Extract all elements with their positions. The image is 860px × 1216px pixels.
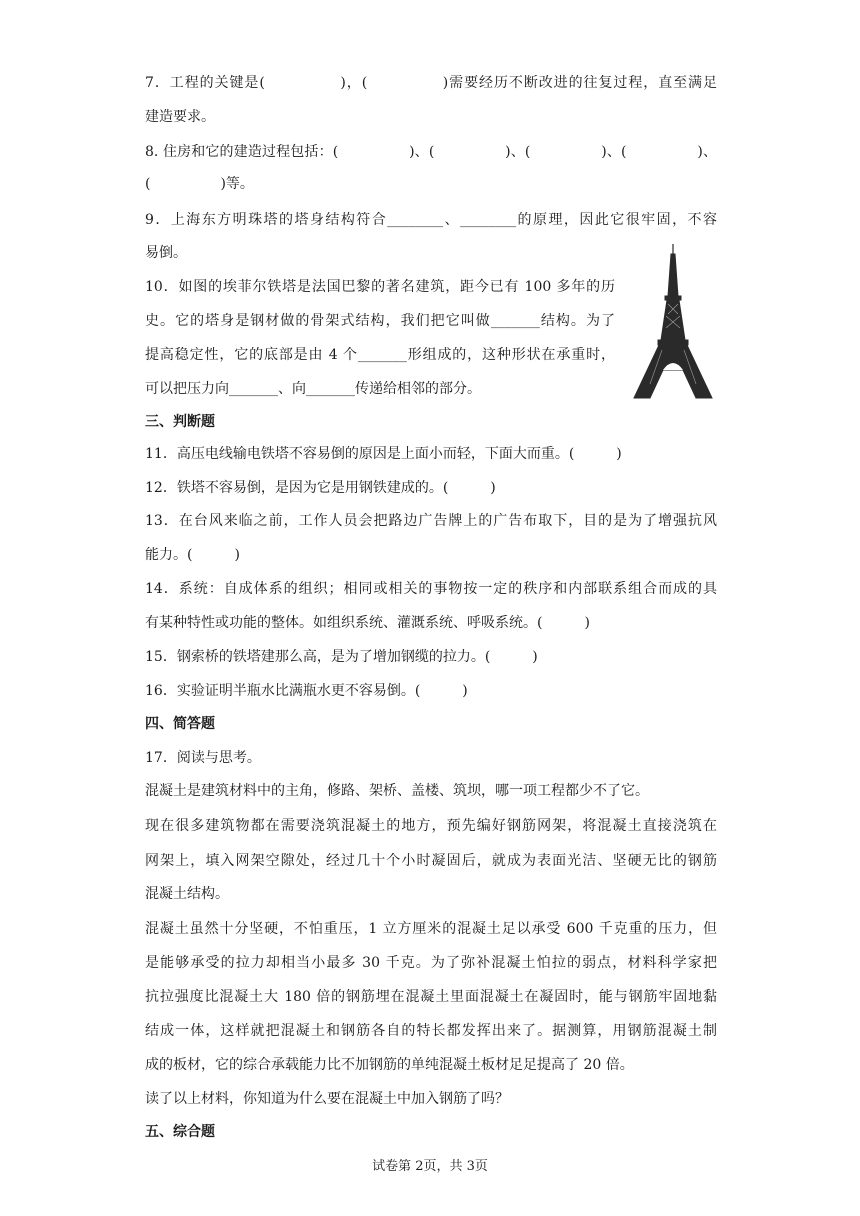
q17-paragraph-2-line2: 网架上，填入网架空隙处，经过几十个小时凝固后，就成为表面光洁、坚硬无比的钢筋: [145, 853, 717, 869]
q15: 15．钢索桥的铁塔建那么高，是为了增加钢缆的拉力。( ): [145, 649, 538, 665]
q8-line1: 8. 住房和它的建造过程包括：( )、( )、( )、( )、: [145, 144, 717, 160]
section-3-heading: 三、判断题: [145, 414, 215, 430]
q17-paragraph-1: 混凝土是建筑材料中的主角，修路、架桥、盖楼、筑坝，哪一项工程都少不了它。: [145, 783, 649, 799]
q8-line2: ( )等。: [145, 176, 254, 192]
q14-line1: 14．系统：自成体系的组织；相同或相关的事物按一定的秩序和内部联系组合而成的具: [145, 581, 717, 597]
q13-line2: 能力。( ): [145, 547, 240, 563]
section-5-heading: 五、综合题: [145, 1124, 215, 1140]
q17-paragraph-3-line4: 结成一体，这样就把混凝土和钢筋各自的特长都发挥出来了。据测算，用钢筋混凝土制: [145, 1023, 717, 1039]
q16: 16．实验证明半瓶水比满瓶水更不容易倒。( ): [145, 683, 468, 699]
q17-paragraph-3-line1: 混凝土虽然十分坚硬，不怕重压，1 立方厘米的混凝土足以承受 600 千克重的压力，但: [145, 921, 717, 937]
q9-line2: 易倒。: [145, 245, 187, 261]
q17-paragraph-2-line3: 混凝土结构。: [145, 886, 229, 902]
q14-line2: 有某种特性或功能的整体。如组织系统、灌溉系统、呼吸系统。( ): [145, 615, 590, 631]
q17-paragraph-2-line1: 现在很多建筑物都在需要浇筑混凝土的地方，预先编好钢筋网架，将混凝土直接浇筑在: [145, 818, 717, 834]
q17-paragraph-3-line3: 抗拉强度比混凝土大 180 倍的钢筋埋在混凝土里面混凝土在凝固时，能与钢筋牢固地黏: [145, 989, 717, 1005]
q11: 11．高压电线输电铁塔不容易倒的原因是上面小而轻，下面大而重。( ): [145, 446, 622, 462]
page-footer: 试卷第 2页，共 3页: [372, 1159, 488, 1174]
q12: 12．铁塔不容易倒，是因为它是用钢铁建成的。( ): [145, 480, 496, 496]
q17-paragraph-3-line5: 成的板材，它的综合承载能力比不加钢筋的单纯混凝土板材足足提高了 20 倍。: [145, 1057, 634, 1073]
q17-title: 17．阅读与思考。: [145, 750, 261, 766]
q10-line2: 史。它的塔身是钢材做的骨架式结构，我们把它叫做_______结构。为了: [145, 313, 615, 329]
q10-line4: 可以把压力向_______、向_______传递给相邻的部分。: [145, 381, 481, 397]
q7-line2: 建造要求。: [145, 109, 215, 125]
q7-line1: 7．工程的关键是( )，( )需要经历不断改进的往复过程，直至满足: [145, 75, 717, 91]
eiffel-tower-icon: [632, 244, 714, 400]
q17-question: 读了以上材料，你知道为什么要在混凝土中加入钢筋了吗？: [145, 1091, 509, 1107]
q13-line1: 13．在台风来临之前，工作人员会把路边广告牌上的广告布取下，目的是为了增强抗风: [145, 513, 717, 529]
q10-line1: 10．如图的埃菲尔铁塔是法国巴黎的著名建筑，距今已有 100 多年的历: [145, 279, 615, 295]
q10-line3: 提高稳定性，它的底部是由 4 个_______形组成的，这种形状在承重时，: [145, 347, 615, 363]
q9-line1: 9．上海东方明珠塔的塔身结构符合________、________的原理，因此它很牢固，不容: [145, 212, 717, 228]
q17-paragraph-3-line2: 是能够承受的拉力却相当小最多 30 千克。为了弥补混凝土怕拉的弱点，材料科学家把: [145, 955, 717, 971]
section-4-heading: 四、简答题: [145, 716, 215, 732]
